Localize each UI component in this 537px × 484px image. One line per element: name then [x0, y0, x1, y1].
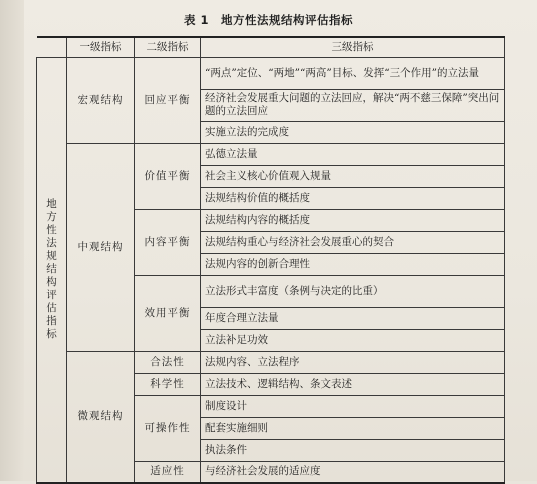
level3-item: 法规内容、立法程序: [201, 351, 505, 373]
header-row: [37, 37, 505, 57]
root-label: 地方性法规结构评估指标: [46, 198, 57, 341]
level3-item: 制度设计: [201, 395, 505, 417]
header-corner: [37, 37, 67, 57]
level3-item: “两点”定位、“两地”“两高”目标、发挥“三个作用”的立法量: [201, 57, 505, 89]
level2-legality: 合法性: [135, 351, 201, 373]
table-row: [37, 351, 505, 373]
header-level3: 三级指标: [201, 37, 505, 57]
page-gutter: [0, 0, 24, 481]
header-level1: 一级指标: [67, 37, 135, 57]
table-row: [37, 57, 505, 89]
level3-item: 立法补足功效: [201, 329, 505, 351]
level2-content: 内容平衡: [135, 209, 201, 275]
table-caption: [0, 12, 537, 28]
level2-adaptability: 适应性: [135, 461, 201, 483]
level3-item: 执法条件: [201, 439, 505, 461]
level2-response: 回应平衡: [135, 57, 201, 143]
level3-item: 法规内容的创新合理性: [201, 253, 505, 275]
level3-item: 配套实施细则: [201, 417, 505, 439]
level2-value: 价值平衡: [135, 143, 201, 209]
level3-item: 社会主义核心价值观入规量: [201, 165, 505, 187]
level3-item: 立法技术、逻辑结构、条文表述: [201, 373, 505, 395]
level1-micro: 微观结构: [67, 351, 135, 483]
table-row: [37, 143, 505, 165]
level3-item: 法规结构重心与经济社会发展重心的契合: [201, 231, 505, 253]
table-number: 表 1: [183, 13, 209, 27]
level3-item: 与经济社会发展的适应度: [201, 461, 505, 483]
level3-item: 法规结构内容的概括度: [201, 209, 505, 231]
level1-macro: 宏观结构: [67, 57, 135, 143]
level3-item: 弘德立法量: [201, 143, 505, 165]
level2-operability: 可操作性: [135, 395, 201, 461]
level2-science: 科学性: [135, 373, 201, 395]
indicator-table: [36, 36, 505, 484]
level3-item: 实施立法的完成度: [201, 121, 505, 143]
level3-item: 年度合理立法量: [201, 307, 505, 329]
root-label-cell: [37, 57, 67, 483]
level2-efficacy: 效用平衡: [135, 275, 201, 351]
level3-item: 法规结构价值的概括度: [201, 187, 505, 209]
level1-meso: 中观结构: [67, 143, 135, 351]
header-level2: 二级指标: [135, 37, 201, 57]
level3-item: 立法形式丰富度（条例与决定的比重）: [201, 275, 505, 307]
level3-item: 经济社会发展重大问题的立法回应，解决“两不慈三保障”突出问题的立法回应: [201, 89, 505, 121]
table-title: 地方性法规结构评估指标: [221, 13, 353, 27]
